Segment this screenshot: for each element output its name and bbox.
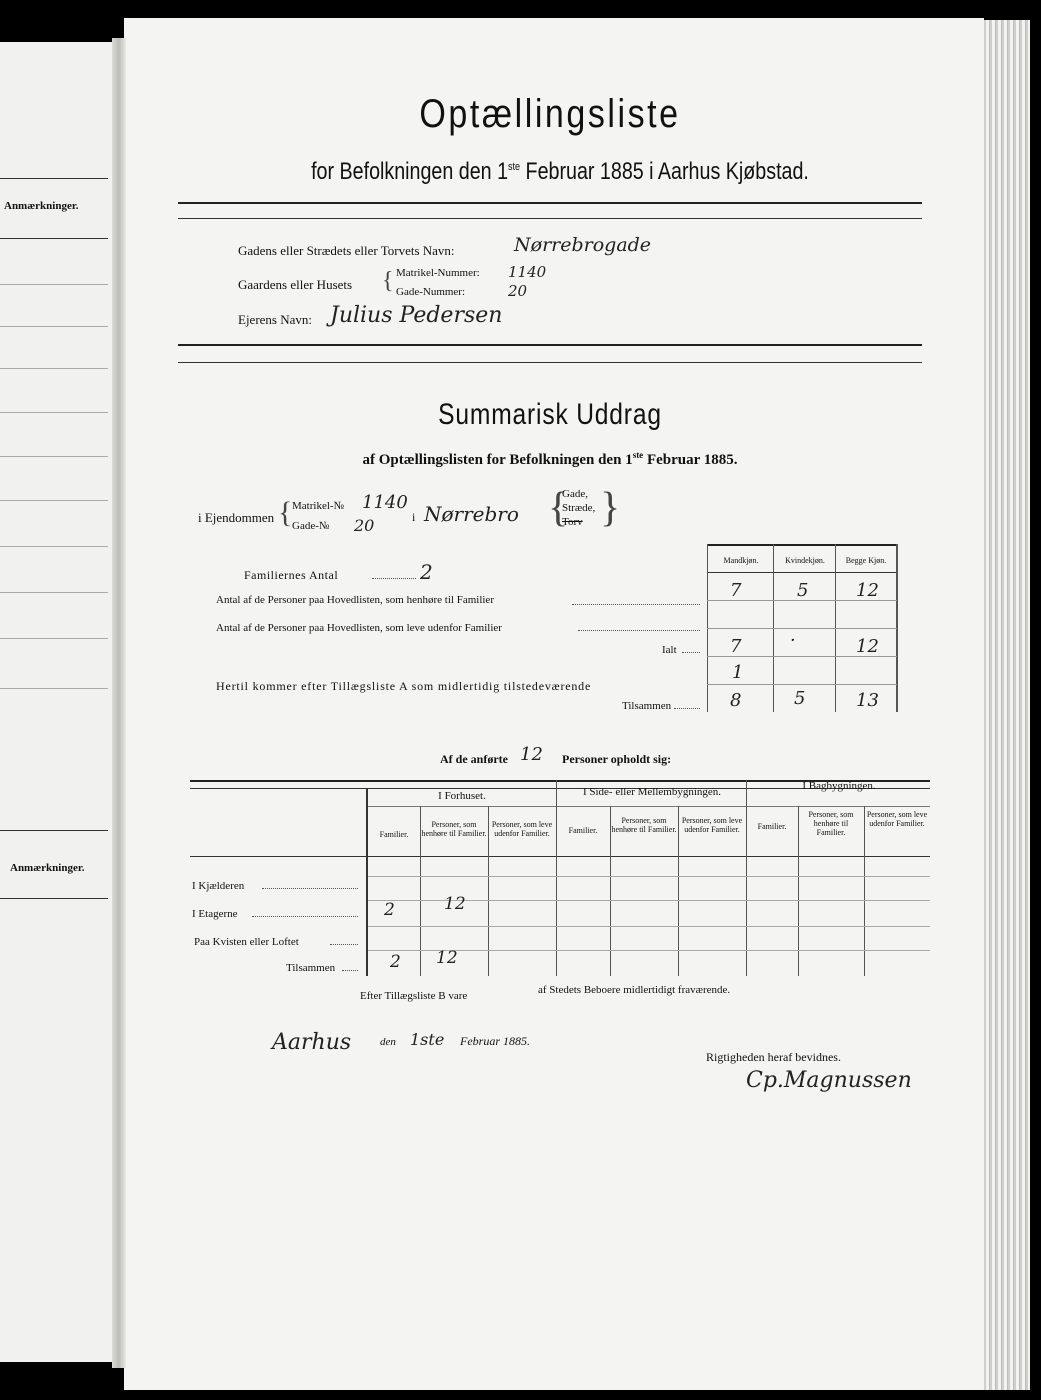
sub-udenfor: Personer, som leve udenfor Familier. (491, 820, 553, 838)
matrikel-label: Matrikel-Nummer: (396, 267, 480, 279)
count-b: 13 (856, 690, 879, 711)
count-row-dots (578, 630, 700, 631)
count-row-label: Hertil kommer efter Tillægsliste A som midlertidig tilstedeværende (216, 679, 592, 693)
counts-header-rule (707, 572, 897, 573)
count-m: 7 (730, 580, 742, 601)
gade-value: 20 (508, 282, 528, 300)
summary-subtitle-sup: ste (632, 450, 644, 460)
sub-udenfor: Personer, som leve udenfor Familier. (681, 816, 743, 834)
header-kvindekjon: Kvindekjøn. (785, 556, 825, 565)
familier-label: Familiernes Antal (244, 568, 339, 582)
street-type-brace-right: } (600, 485, 621, 531)
left-rule (0, 284, 108, 285)
property-rule-thin (178, 362, 922, 363)
summary-gade-value: 20 (354, 516, 375, 535)
cell-etager-personer: 12 (444, 894, 466, 914)
row-dots (262, 888, 358, 889)
left-rule (0, 638, 108, 639)
summary-subtitle (260, 450, 840, 469)
summary-subtitle-pre: af Optællingslisten for Befolkningen den 1 (362, 452, 633, 468)
left-rule (0, 326, 108, 327)
left-rule (0, 238, 108, 239)
summary-subtitle-post: Februar 1885. (643, 452, 738, 468)
residence-header-rule (190, 856, 930, 857)
group-bagbygning: I Bagbygningen. (802, 780, 876, 792)
residence-row-rule (368, 926, 930, 927)
house-label: Gaardens eller Husets (238, 277, 353, 292)
row-kjaelder: I Kjælderen (192, 880, 245, 892)
left-page (0, 42, 120, 1362)
owner-value: Julius Pedersen (330, 303, 503, 328)
ejendom-label: i Ejendommen (198, 510, 275, 525)
count-m: 7 (730, 636, 742, 657)
counts-top-rule (707, 544, 897, 546)
property-rule (178, 344, 922, 346)
page-subtitle (281, 158, 839, 186)
signature-attest: Rigtigheden heraf bevidnes. (706, 1050, 841, 1064)
left-rule (0, 898, 108, 899)
signature-name: Cp.Magnussen (746, 1068, 912, 1093)
header-rule-thin (178, 218, 922, 219)
summary-i-label: i (412, 510, 416, 524)
sub-henhore: Personer, som henhøre til Familier. (421, 820, 487, 838)
summary-title: Summarisk Uddrag (438, 398, 662, 431)
left-remarks-top: Anmærkninger. (4, 200, 79, 212)
subtitle-post: Februar 1885 i Aarhus Kjøbstad. (520, 158, 809, 185)
left-rule (0, 178, 108, 179)
residence-group-divider (556, 780, 557, 976)
count-m: 8 (730, 690, 742, 711)
count-k: · (790, 630, 796, 651)
count-row-label: Antal af de Personer paa Hovedlisten, som leve udenfor Familier (216, 622, 502, 634)
signature-den: den (380, 1036, 396, 1048)
counts-table (707, 544, 897, 712)
header-mandkjon: Mandkjøn. (723, 556, 759, 565)
signature-month: Februar 1885. (460, 1034, 530, 1048)
subtitle-pre: for Befolkningen den 1 (311, 158, 509, 185)
row-etager: I Etagerne (192, 908, 238, 920)
left-rule (0, 592, 108, 593)
left-rule (0, 412, 108, 413)
residence-footer-pre: Efter Tillægsliste B vare (360, 990, 468, 1002)
residence-label-divider (366, 788, 368, 976)
residence-intro-value: 12 (520, 744, 543, 765)
cell-tilsammen-personer: 12 (436, 948, 458, 968)
street-value: Nørrebrogade (514, 234, 652, 256)
residence-group-divider (746, 780, 747, 976)
house-brace: { (382, 268, 394, 294)
type-gade: Gade, (562, 488, 588, 500)
row-kvist: Paa Kvisten eller Loftet (194, 936, 299, 948)
residence-row-rule (368, 876, 930, 877)
count-k: 5 (794, 688, 806, 709)
sub-henhore: Personer, som henhøre til Familier. (808, 810, 854, 837)
page-title: Optællingsliste (419, 92, 681, 136)
left-rule (0, 830, 108, 831)
street-type-brace-left: { (548, 485, 569, 531)
residence-intro-post: Personer opholdt sig: (562, 752, 672, 766)
book-gutter (112, 38, 126, 1368)
row-dots (252, 916, 358, 917)
type-straede: Stræde, (562, 502, 596, 514)
street-label: Gadens eller Strædets eller Torvets Navn: (238, 243, 455, 258)
count-row-dots (682, 652, 700, 653)
residence-group-rule (368, 806, 930, 807)
summary-gade-label: Gade-№ (292, 520, 330, 532)
group-forhuset: I Forhuset. (438, 790, 486, 802)
left-rule (0, 688, 108, 689)
signature-day: 1ste (410, 1030, 445, 1049)
count-row-dots (674, 708, 700, 709)
header-begge-kjon: Begge Kjøn. (845, 556, 887, 565)
counts-row-rule (707, 684, 897, 685)
header-rule (178, 202, 922, 204)
residence-intro-pre: Af de anførte (440, 752, 508, 766)
familier-value: 2 (420, 560, 433, 584)
cell-tilsammen-familier: 2 (390, 952, 401, 972)
left-rule (0, 456, 108, 457)
count-m: 1 (732, 662, 744, 683)
sub-familier: Familier. (379, 830, 409, 839)
residence-footer-post: af Stedets Beboere midlertidigt fraværende. (538, 984, 731, 996)
matrikel-value: 1140 (508, 263, 547, 281)
sub-henhore: Personer, som henhøre til Familier. (611, 816, 677, 834)
row-dots (330, 944, 358, 945)
sub-familier: Familier. (757, 822, 787, 831)
count-b: 12 (856, 580, 879, 601)
count-row-label: Tilsammen (622, 700, 672, 712)
summary-matrikel-label: Matrikel-№ (292, 500, 345, 512)
count-row-label: Antal af de Personer paa Hovedlisten, som henhøre til Familier (216, 594, 494, 606)
cell-etager-familier: 2 (384, 900, 395, 920)
count-row-label: Ialt (662, 644, 677, 656)
row-dots (342, 970, 358, 971)
familier-dots (372, 578, 416, 579)
sub-udenfor: Personer, som leve udenfor Familier. (866, 810, 928, 828)
sub-familier: Familier. (568, 826, 598, 835)
left-remarks-bottom: Anmærkninger. (10, 862, 85, 874)
counts-row-rule (707, 628, 897, 629)
count-k: 5 (797, 580, 809, 601)
summary-street-value: Nørrebro (424, 502, 519, 526)
row-tilsammen: Tilsammen (286, 962, 336, 974)
count-row-dots (572, 604, 700, 605)
group-sidebygning: I Side- eller Mellembygningen. (582, 786, 722, 798)
summary-matrikel-value: 1140 (362, 492, 408, 513)
gade-label: Gade-Nummer: (396, 286, 466, 298)
left-rule (0, 546, 108, 547)
owner-label: Ejerens Navn: (238, 312, 313, 327)
signature-place: Aarhus (272, 1030, 352, 1055)
left-rule (0, 368, 108, 369)
count-b: 12 (856, 636, 879, 657)
subtitle-sup: ste (508, 161, 521, 173)
left-rule (0, 500, 108, 501)
type-torv: Torv (562, 516, 583, 528)
ejendom-brace: { (278, 496, 293, 529)
